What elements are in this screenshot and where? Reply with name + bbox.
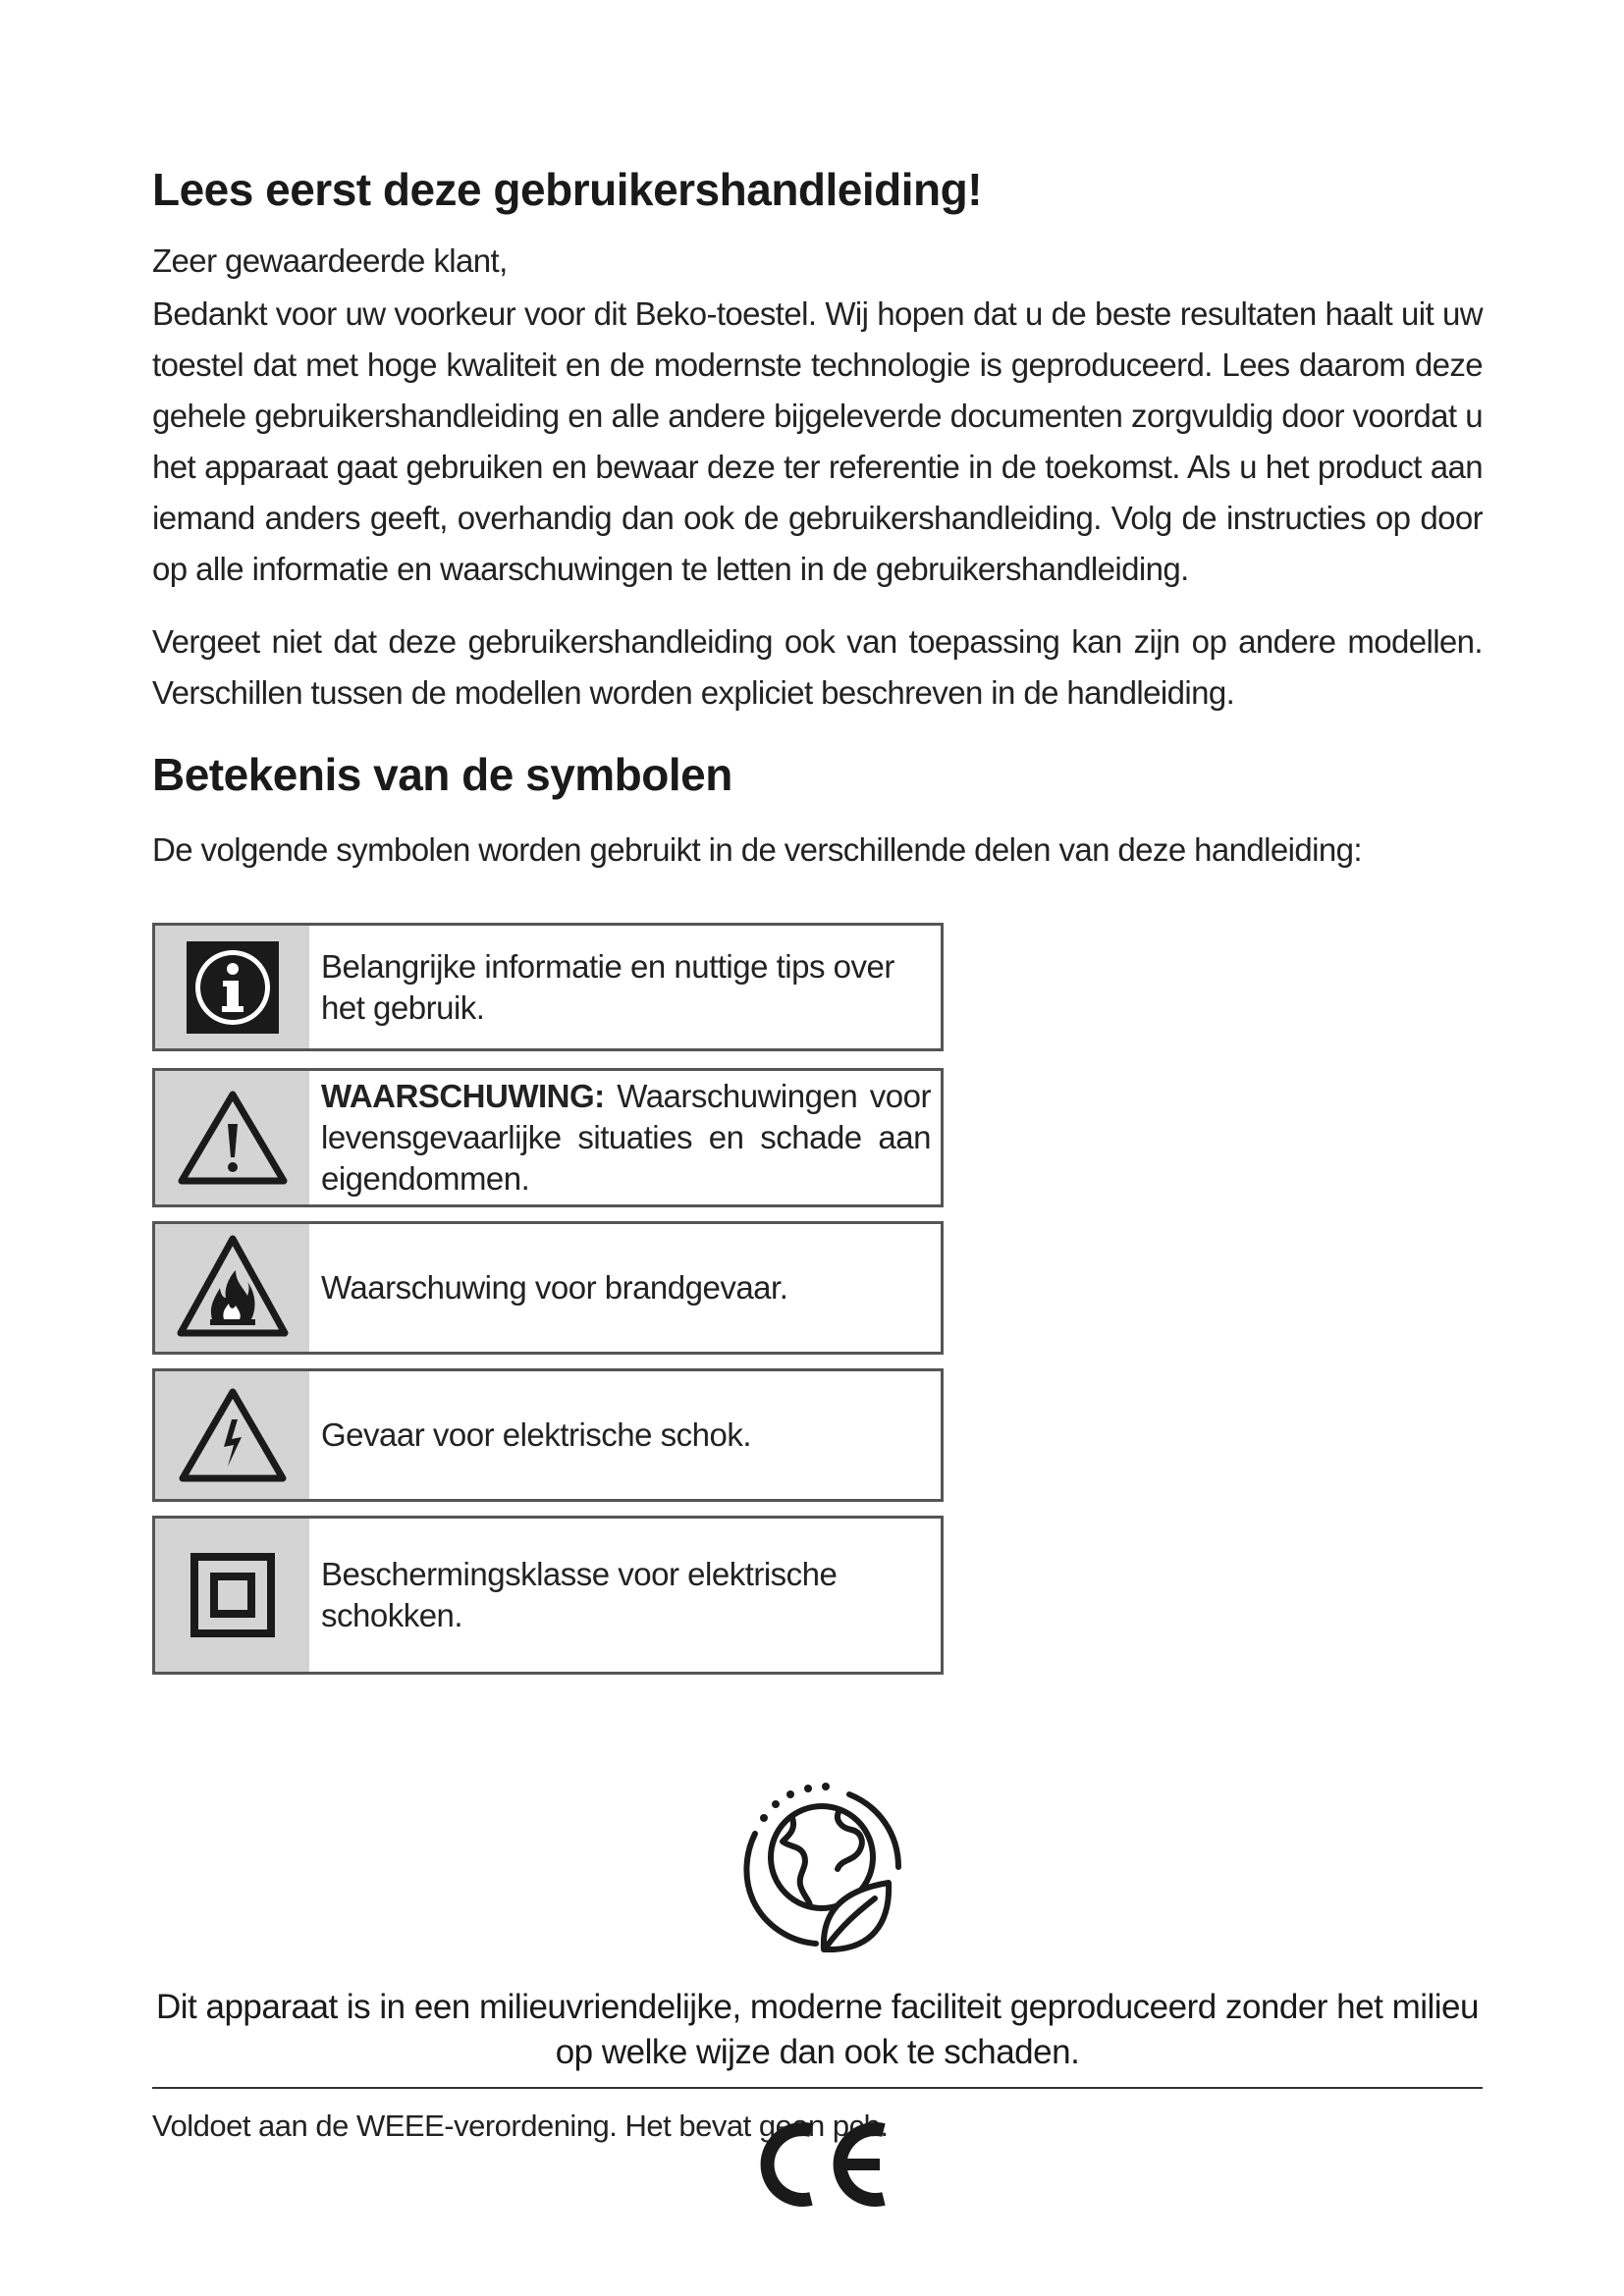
symbol-text-fire: Waarschuwing voor brandgevaar.: [321, 1269, 788, 1306]
symbol-text-info: Belangrijke informatie en nuttige tips over het gebruik.: [321, 947, 894, 1026]
symbol-text-warning: [309, 1071, 941, 1204]
symbol-text-electric: Gevaar voor elektrische schok.: [321, 1416, 752, 1453]
electric-shock-icon: [155, 1371, 309, 1499]
symbol-text-protection: Beschermingsklasse voor elektrische schokken.: [321, 1556, 838, 1633]
models-paragraph: Vergeet niet dat deze gebruikershandleiding ook van toepassing kan zijn op andere modellen. Verschillen tussen de modellen worden expliciet beschreven in de handleiding.: [152, 623, 1483, 711]
divider: [152, 2087, 1483, 2089]
greeting: Zeer gewaardeerde klant,: [152, 242, 508, 279]
symbols-intro: De volgende symbolen worden gebruikt in de verschillende delen van deze handleiding:: [152, 831, 1362, 868]
intro-paragraph: Bedankt voor uw voorkeur voor dit Beko-toestel. Wij hopen dat u de beste resultaten haalt uit uw toestel dat met hoge kwaliteit en de modernste technologie is geproduceerd. Lees daarom deze gehele gebruikershandleiding en alle andere bijgeleverde documenten zorgvuldig door voordat u het apparaat gaat gebruiken en bewaar deze ter referentie in de toekomst. Als u het product aan iemand anders geeft, overhandig dan ook de gebruikershandleiding. Volg de instructies op door op alle informatie en waarschuwingen te letten in de gebruikershandleiding.: [152, 295, 1483, 587]
protection-class-icon: [155, 1519, 309, 1672]
fire-hazard-icon: [155, 1224, 309, 1352]
symbol-row-warning: [152, 1068, 944, 1207]
warning-triangle-icon: [155, 1071, 309, 1204]
symbols-heading: Betekenis van de symbolen: [152, 749, 732, 800]
symbol-row-protection: [152, 1516, 944, 1675]
warning-text: Waarschuwingen voor levensgevaarlijke situaties en schade aan eigendommen.: [321, 1078, 931, 1197]
info-icon: [155, 926, 309, 1048]
eco-globe-leaf-icon: [731, 1777, 908, 1963]
weee-statement: Voldoet aan de WEEE-verordening. Het bevat geen pcb.: [152, 2109, 889, 2143]
symbol-row-fire: [152, 1221, 944, 1355]
eco-statement: Dit apparaat is in een milieuvriendelijke, moderne faciliteit geproduceerd zonder het milieu op welke wijze dan ook te schaden.: [156, 1988, 1479, 2071]
symbol-row-info: [152, 923, 944, 1051]
ce-mark-icon: [746, 2120, 893, 2209]
warning-label: WAARSCHUWING:: [321, 1078, 605, 1114]
symbol-row-electric: [152, 1368, 944, 1502]
main-heading: Lees eerst deze gebruikershandleiding!: [152, 164, 983, 215]
